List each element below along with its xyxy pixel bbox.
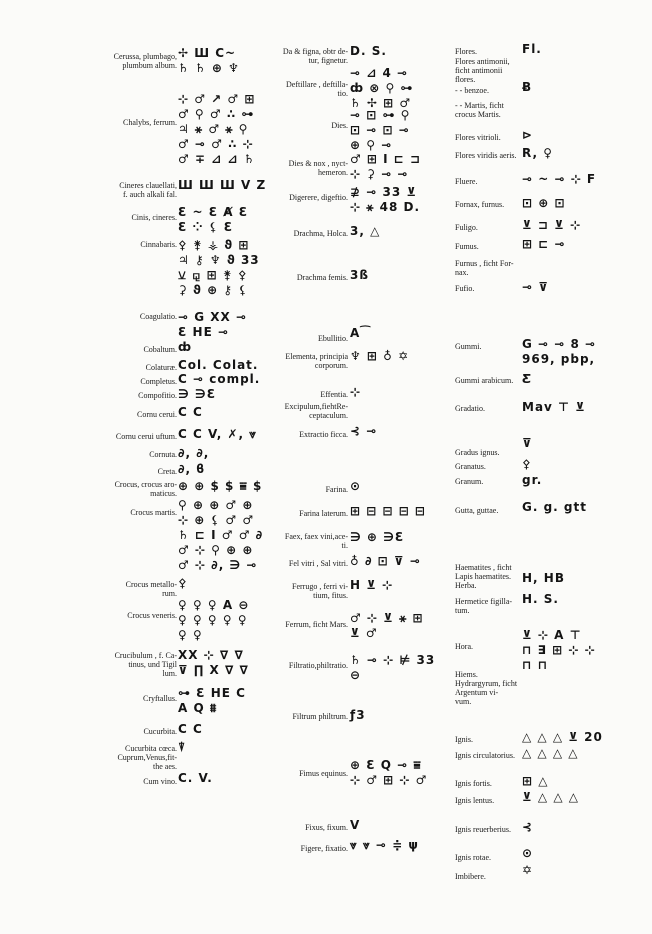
entry-label: Filtrum philtrum. bbox=[292, 712, 348, 721]
entry-label: Ebullitio. bbox=[318, 334, 348, 343]
entry-symbols: ⚴ bbox=[522, 457, 532, 471]
entry-symbols: ⊸ ⊡ ⊶ ⚲ ⊡ ⊸ ⊡ ⊸ ⊕ ⚲ ⊸ bbox=[350, 108, 411, 152]
entry-symbols: ∋ ∋Ɛ bbox=[178, 387, 217, 401]
entry-label: Fluere. bbox=[455, 177, 478, 186]
entry-label: Fumus. bbox=[455, 242, 479, 251]
entry-label: Drachma femis. bbox=[296, 273, 348, 282]
entry-label: Furnus , ficht For- nax. bbox=[455, 259, 514, 277]
entry-label: Cornu cerui. bbox=[137, 410, 177, 419]
entry-symbols: ⊙ bbox=[350, 479, 362, 493]
entry-label: Excipulum,fiehtRe- ceptaculum. bbox=[284, 402, 348, 420]
entry-label: Drachma, Holca. bbox=[293, 229, 348, 238]
entry-label: Ferrugo , ferri vi- tium, fitus. bbox=[292, 582, 348, 600]
entry-symbols: ⊶ Ɛ HE C A Q ⩩ bbox=[178, 686, 246, 715]
entry-symbols: A⁀ bbox=[350, 326, 372, 340]
entry-label: Compofitio. bbox=[138, 391, 177, 400]
entry-label: Chalybs, ferrum. bbox=[123, 118, 177, 127]
entry-label: Fixus, fixum. bbox=[305, 823, 348, 832]
entry-symbols: V bbox=[350, 818, 361, 832]
entry-label: Crocus metallo- rum. bbox=[125, 580, 177, 598]
entry-label: - - Martis, ficht crocus Martis. bbox=[455, 101, 504, 119]
entry-symbols: ⊞ ⊏ ⊸ bbox=[522, 237, 566, 251]
entry-label: Effentia. bbox=[320, 390, 348, 399]
entry-label: Gummi arabicum. bbox=[455, 376, 514, 385]
entry-label: Gradus ignus. bbox=[455, 448, 500, 457]
entry-symbols: ⊰ bbox=[522, 820, 534, 834]
entry-label: Ignis circulatorius. bbox=[455, 751, 515, 760]
entry-label: Ferrum, ficht Mars. bbox=[285, 620, 348, 629]
entry-label: Ignis fortis. bbox=[455, 779, 492, 788]
entry-symbols: D. S. bbox=[350, 44, 387, 58]
entry-label: Cucurbita. bbox=[143, 727, 177, 736]
entry-symbols: C. V. bbox=[178, 771, 213, 785]
entry-symbols: ⊸ ~ ⊸ ⊹ F bbox=[522, 172, 597, 186]
entry-label: Colaturæ. bbox=[145, 363, 177, 372]
entry-label: Da & figna, obtr de- tur, fignetur. bbox=[282, 47, 348, 65]
entry-label: Granatus. bbox=[455, 462, 486, 471]
entry-symbols: ⊞ △ bbox=[522, 774, 549, 788]
entry-label: Farina. bbox=[325, 485, 348, 494]
entry-symbols: Ɛ ~ Ɛ Ⱥ Ɛ Ɛ ⁘ ⚸ Ɛ bbox=[178, 205, 249, 234]
entry-symbols: gr. bbox=[522, 473, 543, 487]
entry-label: Creta. bbox=[157, 467, 177, 476]
entry-symbols: Fl. bbox=[522, 42, 542, 56]
entry-symbols: ∋ ⊕ ∋Ɛ bbox=[350, 530, 405, 544]
entry-label: Extractio ficca. bbox=[299, 430, 348, 439]
entry-symbols: ⊸ ⊿ 4 ⊸ ȸ ⊗ ⚲ ⊶ ♄ ✢ ⊞ ♂ bbox=[350, 66, 414, 110]
entry-label: Gradatio. bbox=[455, 404, 485, 413]
entry-label: Flores. bbox=[455, 47, 477, 56]
entry-label: Cucurbita cœca. Cuprum,Venus,fit- the aes. bbox=[117, 744, 177, 771]
entry-symbols: ⊻ ⊐ ⊻ ⊹ bbox=[522, 218, 582, 232]
entry-symbols: C C bbox=[178, 405, 203, 419]
entry-symbols: Col. Colat. bbox=[178, 358, 259, 372]
entry-label: Filtratio,philtratio. bbox=[288, 661, 348, 670]
entry-symbols: Ƹ bbox=[522, 372, 533, 386]
entry-symbols: ♂ ⊞ I ⊏ ⊐ ⊹ ⚳ ⊸ ⊸ bbox=[350, 152, 422, 181]
entry-label: Farina laterum. bbox=[299, 509, 348, 518]
entry-symbols: ⊹ ♂ ↗ ♂ ⊞ ♂ ⚲ ♂ ∴ ⊶ ♃ ⚹ ♂ ⚹ ⚲ ♂ ⊸ ♂ ∴ ⊹ ♂ ∓ ⊿ ⊿ ♄ bbox=[178, 92, 256, 166]
entry-symbols: ⊻ △ △ △ bbox=[522, 790, 579, 804]
entry-label: Haematites , ficht Lapis haematites. Herba. bbox=[455, 563, 512, 590]
entry-symbols: G. g. gtt bbox=[522, 500, 587, 514]
entry-symbols: G ⊸ ⊸ 8 ⊸ 969, pbp, bbox=[522, 337, 597, 366]
entry-label: Cum vino. bbox=[143, 777, 177, 786]
entry-symbols: R, ♀ bbox=[522, 146, 553, 160]
entry-label: Gummi. bbox=[455, 342, 482, 351]
entry-label: Hora. bbox=[455, 642, 473, 651]
entry-label: Granum. bbox=[455, 477, 484, 486]
entry-label: Imbibere. bbox=[455, 872, 486, 881]
entry-symbols: ♀ ♀ ♀ A ⊖ ♀ ♀ ♀ ♀ ♀ ♀ ♀ bbox=[178, 598, 250, 642]
entry-symbols: H ⊻ ⊹ bbox=[350, 578, 394, 592]
entry-symbols: ∂, ϐ bbox=[178, 462, 206, 476]
entry-label: Faex, faex vini,ace- ti. bbox=[284, 532, 348, 550]
entry-symbols: ⊻ ⊹ A ⊤ ⊓ ∃ ⊞ ⊹ ⊹ ⊓ ⊓ bbox=[522, 628, 596, 672]
entry-symbols: △ △ △ △ bbox=[522, 746, 579, 760]
entry-label: Cornu cerui uftum. bbox=[115, 432, 177, 441]
entry-label: Crocus martis. bbox=[130, 508, 177, 517]
entry-label: Fornax, furnus. bbox=[455, 200, 505, 209]
entry-symbols: ȸ bbox=[178, 340, 193, 354]
entry-symbols: ✡ bbox=[522, 863, 534, 877]
entry-label: Fuligo. bbox=[455, 223, 478, 232]
entry-label: Gutta, guttae. bbox=[455, 506, 499, 515]
entry-symbols: ♄ ⊸ ⊹ ⊭ 33 ⊖ bbox=[350, 653, 436, 682]
entry-label: Cinis, cineres. bbox=[131, 213, 177, 222]
entry-label: - - benzoe. bbox=[455, 86, 489, 95]
entry-symbols: C C bbox=[178, 722, 203, 736]
entry-symbols: ⊡ ⊕ ⊡ bbox=[522, 196, 566, 210]
entry-symbols: ✢ Ш С~ ♄ ♄ ⊕ ♆ bbox=[178, 46, 240, 75]
entry-label: Crocus, crocus aro- maticus. bbox=[114, 480, 177, 498]
entry-label: Figere, fixatio. bbox=[300, 844, 348, 853]
entry-symbols: ƒ3 bbox=[350, 708, 366, 722]
entry-label: Dies. bbox=[331, 121, 348, 130]
entry-label: Cerussa, plumbago, plumbum album. bbox=[113, 52, 177, 70]
entry-symbols: ♆ ⊞ ♁ ✡ bbox=[350, 349, 410, 363]
entry-label: Fel vitri , Sal vitri. bbox=[288, 559, 348, 568]
entry-label: Cornuta. bbox=[149, 450, 177, 459]
entry-label: Ignis. bbox=[455, 735, 473, 744]
entry-symbols: C C V, ✗, ⩔ bbox=[178, 427, 258, 441]
entry-label: Crocus veneris. bbox=[127, 611, 177, 620]
entry-label: Ignis lentus. bbox=[455, 796, 495, 805]
entry-symbols: XX ⊹ ∇ ∇ ⊽ ∏ X ∇ ∇ bbox=[178, 648, 249, 677]
entry-symbols: ⊉ ⊸ 33 ⊻ ⊹ ⚹ 48 D. bbox=[350, 185, 421, 214]
entry-label: Flores antimonii, ficht antimonii flores. bbox=[455, 57, 510, 84]
entry-label: Cobaltum. bbox=[143, 345, 177, 354]
entry-symbols: ⊰ ⊸ bbox=[350, 424, 378, 438]
entry-symbols: ⚲ ⊕ ⊕ ♂ ⊕ ⊹ ⊕ ⚸ ♂ ♂ ♄ ⊏ I ♂ ♂ ∂ ♂ ⊹ ⚲ ⊕ ⊕ ♂ ⊹ ∂, ∋ ⊸ bbox=[178, 498, 264, 572]
entry-label: Elementa, principia corporum. bbox=[285, 352, 348, 370]
entry-label: Cryftallus. bbox=[143, 694, 177, 703]
entry-symbols: ⊞ ⊟ ⊟ ⊟ ⊟ bbox=[350, 504, 426, 518]
entry-symbols: ⚴ bbox=[178, 576, 188, 590]
entry-symbols: Ш Ш Ш V Z bbox=[178, 178, 267, 192]
entry-symbols: Mav ⊤ ⊻ bbox=[522, 400, 586, 414]
entry-symbols: ⩔ ⩔ ⊸ ≑ ψ bbox=[350, 838, 419, 852]
entry-label: Digerere, digeftio. bbox=[289, 193, 348, 202]
entry-symbols: ♂ ⊹ ⊻ ⚹ ⊞ ⊻ ♂ bbox=[350, 611, 424, 640]
entry-label: Fimus equinus. bbox=[299, 769, 348, 778]
entry-symbols: ⚴ ⚵ ⚶ ϑ ⊞ ♃ ⚷ ♆ ϑ 33 ⚺ ⚼ ⊞ ⚵ ⚴ ⚳ ϑ ⊕ ⚷ ⚸ bbox=[178, 238, 260, 297]
entry-label: Fufio. bbox=[455, 284, 475, 293]
entry-symbols: ∂, ∂, bbox=[178, 446, 210, 460]
entry-label: Deftillare , deftilla- tio. bbox=[286, 80, 348, 98]
entry-label: Dies & nox , nyct- hemeron. bbox=[288, 159, 348, 177]
entry-symbols: H, HB bbox=[522, 571, 565, 585]
entry-symbols: ⊸ G XX ⊸ Ɛ HE ⊸ bbox=[178, 310, 247, 339]
entry-label: Flores vitrioli. bbox=[455, 133, 501, 142]
entry-symbols: ⊽ bbox=[522, 436, 533, 450]
entry-label: Cineres clauellati, f. auch alkali fal. bbox=[119, 181, 177, 199]
entry-symbols: C ⊸ compl. bbox=[178, 372, 261, 386]
entry-symbols: H. S. bbox=[522, 592, 559, 606]
entry-label: Flores viridis aeris. bbox=[455, 151, 517, 160]
entry-label: Ignis reuerberius. bbox=[455, 825, 511, 834]
entry-label: Coagulatio. bbox=[139, 312, 177, 321]
entry-symbols: ⊕ ⊕ $ $ ⩸ $ bbox=[178, 479, 263, 493]
entry-label: Completus. bbox=[140, 377, 177, 386]
entry-label: Crucibulum , f. Ca- tinus, und Tigil lum. bbox=[114, 651, 177, 678]
entry-symbols: 3ß bbox=[350, 268, 369, 282]
entry-symbols: ⊹ bbox=[350, 385, 362, 399]
entry-label: Hermetice figilla- tum. bbox=[455, 597, 513, 615]
entry-symbols: ⊸ ⊽ bbox=[522, 280, 549, 294]
entry-symbols: ♁ ∂ ⊡ ⊽ ⊸ bbox=[350, 554, 421, 568]
entry-symbols: ⊳ bbox=[522, 128, 534, 142]
entry-label: Cinnabaris. bbox=[140, 240, 177, 249]
entry-symbols: △ △ △ ⊻ 20 bbox=[522, 730, 603, 744]
entry-label: Hiems. Hydrargyrum, ficht Argentum vi- vum. bbox=[455, 670, 518, 706]
entry-symbols: ⊕ Ɛ Q ⊸ ⩸ ⊹ ♂ ⊞ ⊹ ♂ bbox=[350, 758, 428, 787]
entry-symbols: 3, △ bbox=[350, 224, 381, 238]
entry-symbols: ⊙ bbox=[522, 846, 534, 860]
entry-symbols: ⍒ bbox=[178, 740, 187, 754]
entry-label: Ignis rotae. bbox=[455, 853, 491, 862]
entry-symbols: Ƀ bbox=[522, 80, 533, 94]
